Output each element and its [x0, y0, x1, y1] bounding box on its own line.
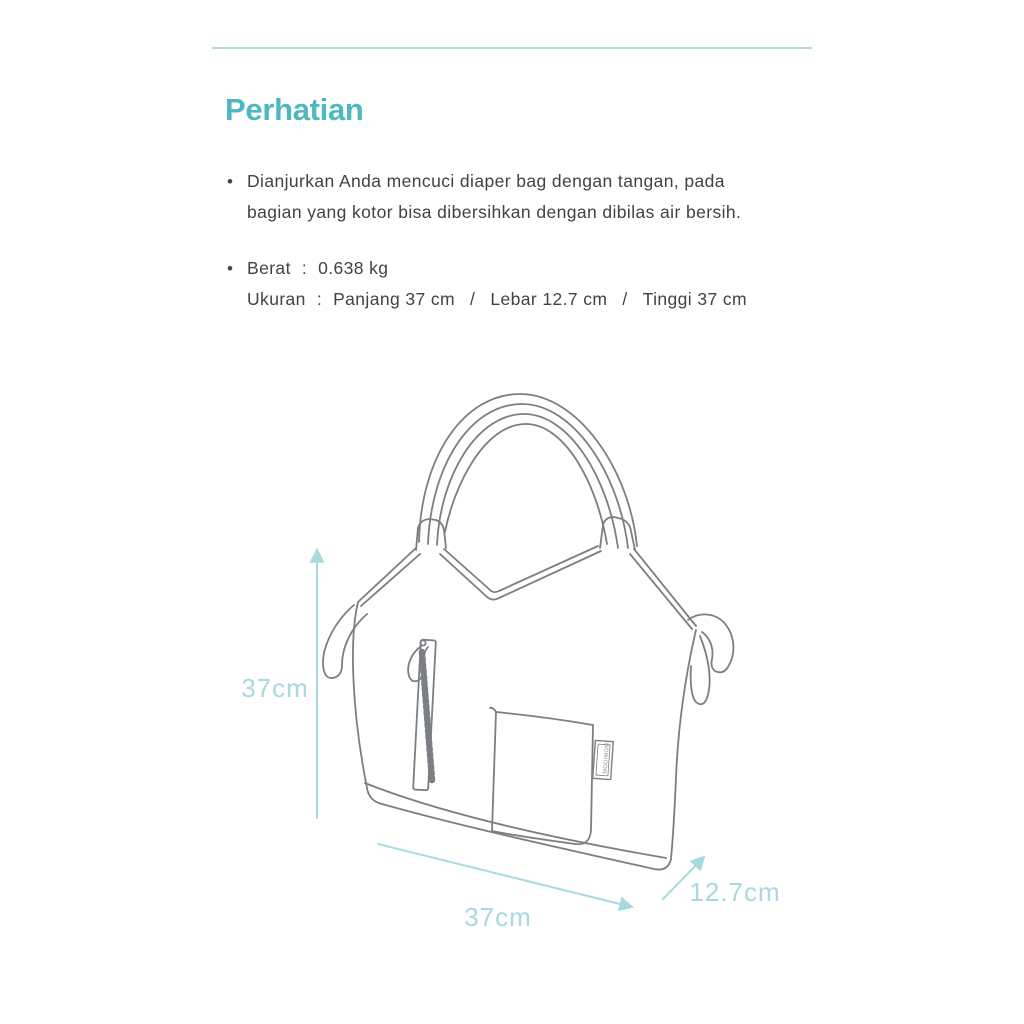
top-divider — [212, 47, 812, 49]
note-specs — [227, 253, 827, 315]
size-length: Panjang 37 cm — [333, 289, 456, 309]
note-washing — [227, 166, 827, 228]
bag-body-outline — [353, 602, 696, 870]
notes-section — [227, 166, 827, 315]
size-height: Tinggi 37 cm — [642, 289, 747, 309]
slash-separator: / — [470, 289, 476, 309]
colon: : — [301, 258, 308, 278]
right-tie-knot — [688, 614, 733, 704]
weight-label: Berat — [247, 258, 291, 278]
width-dimension-label: 37cm — [464, 902, 532, 932]
size-width: Lebar 12.7 cm — [490, 289, 608, 309]
zipper — [408, 640, 436, 791]
height-dimension-label: 37cm — [241, 673, 309, 703]
bag-dimension-diagram — [230, 380, 790, 940]
size-spec-line — [247, 284, 827, 315]
bag-line-drawing — [323, 394, 733, 870]
left-loop-strap — [323, 605, 367, 678]
handle-tab-left — [416, 519, 446, 550]
page-title: Perhatian — [225, 92, 364, 127]
brand-tag — [593, 740, 614, 779]
width-arrow — [378, 844, 632, 907]
brand-tag-text: MOOIMOM — [602, 742, 611, 774]
bag-handles — [419, 394, 637, 548]
bullet-point: • — [227, 259, 234, 278]
zipper-slider — [420, 640, 425, 645]
washing-note-line1: Dianjurkan Anda mencuci diaper bag dengan tangan, pada — [247, 171, 725, 191]
front-pocket — [490, 708, 593, 844]
washing-note-line2: bagian yang kotor bisa dibersihkan dengan dibilas air bersih. — [247, 202, 742, 222]
weight-spec-line — [247, 253, 827, 284]
weight-value: 0.638 kg — [318, 258, 389, 278]
dimension-annotations — [317, 550, 704, 907]
colon: : — [316, 289, 323, 309]
depth-dimension-label: 12.7cm — [689, 877, 781, 907]
slash-separator: / — [622, 289, 628, 309]
size-label: Ukuran — [247, 289, 306, 309]
bag-top-opening — [358, 546, 696, 629]
bullet-point: • — [227, 172, 234, 191]
